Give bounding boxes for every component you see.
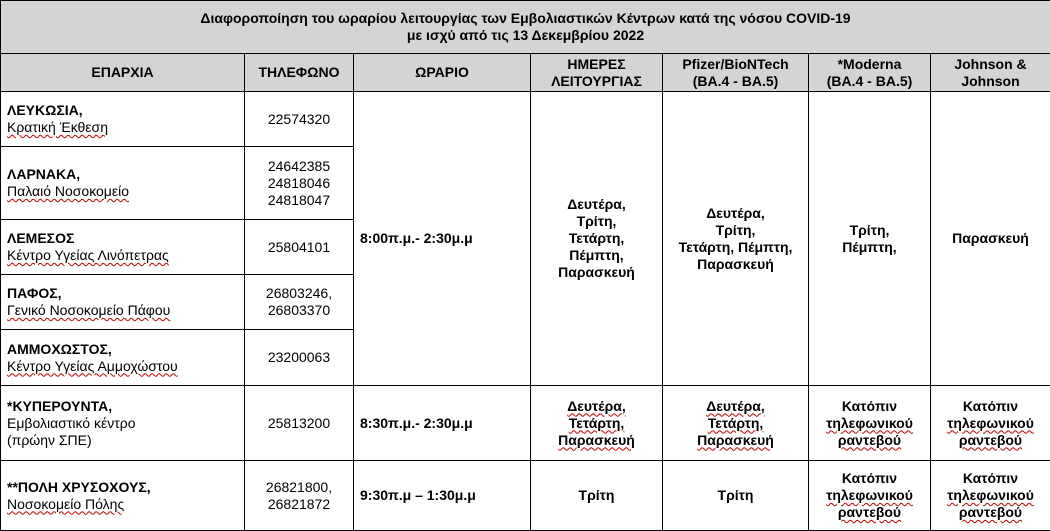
days-line: Παρασκευή: [537, 432, 656, 449]
days-line: Τετάρτη,: [537, 415, 656, 432]
header-johnson-line-1: Johnson &: [937, 56, 1044, 73]
days-line: Τρίτη,: [537, 213, 656, 230]
hours-cell-group-1: 8:00π.μ.- 2:30μ.μ: [354, 92, 531, 386]
pfizer-cell-group-1: [663, 92, 809, 386]
phone-number: 25804101: [251, 239, 347, 256]
phone-cell: [245, 220, 354, 275]
header-moderna-line-2: (BA.4 - BA.5): [815, 73, 924, 90]
province-cell: [1, 275, 245, 330]
province-sep: ,: [108, 341, 112, 357]
phone-cell: [245, 386, 354, 461]
province-sep: ,: [76, 166, 80, 182]
header-days-line-1: ΗΜΕΡΕΣ: [537, 56, 656, 73]
hours-cell-group-2: 8:30π.μ.- 2:30μ.μ: [354, 386, 531, 461]
days-cell-group-1: [531, 92, 663, 386]
days-line: Τετάρτη,: [537, 230, 656, 247]
johnson-line: ραντεβού: [937, 432, 1044, 449]
phone-number: 26803370: [251, 302, 347, 319]
province-name: ΛΕΥΚΩΣΙΑ: [7, 102, 79, 118]
pfizer-line: Τρίτη: [669, 487, 802, 504]
phone-number: 24818046: [251, 175, 347, 192]
phone-number: 25813200: [251, 415, 347, 432]
phone-number: 24642385: [251, 158, 347, 175]
johnson-cell-group-2: [931, 386, 1050, 461]
johnson-line: Κατόπιν: [937, 470, 1044, 487]
province-cell: [1, 92, 245, 147]
phone-number: 23200063: [251, 349, 347, 366]
province-location: Κρατική Έκθεση: [7, 119, 238, 136]
johnson-line: Παρασκευή: [937, 230, 1044, 247]
province-cell: [1, 220, 245, 275]
johnson-line: ραντεβού: [937, 504, 1044, 521]
header-moderna: [809, 54, 931, 92]
province-cell: [1, 330, 245, 386]
province-location: Κέντρο Υγείας Αμμοχώστου: [7, 358, 238, 375]
province-name: ΛΑΡΝΑΚΑ: [7, 166, 76, 182]
days-line: Παρασκευή: [537, 264, 656, 281]
title-line-2: με ισχύ από τις 13 Δεκεμβρίου 2022: [7, 27, 1044, 44]
pfizer-line: Τετάρτη, Πέμπτη,: [669, 239, 802, 256]
province-location: Παλαιό Νοσοκομείο: [7, 183, 238, 200]
phone-number: 22574320: [251, 111, 347, 128]
phone-number: 26821800,: [251, 479, 347, 496]
province-location: Γενικό Νοσοκομείο Πάφου: [7, 302, 238, 319]
header-johnson: [931, 54, 1050, 92]
province-cell: [1, 461, 245, 531]
pfizer-line: Παρασκευή: [669, 432, 802, 449]
phone-cell: [245, 92, 354, 147]
phone-cell: [245, 275, 354, 330]
johnson-cell-group-3: [931, 461, 1050, 531]
pfizer-cell-group-3: [663, 461, 809, 531]
days-line: Δευτέρα,: [537, 196, 656, 213]
moderna-line: ραντεβού: [815, 504, 924, 521]
header-johnson-line-2: Johnson: [937, 73, 1044, 90]
johnson-line: Κατόπιν: [937, 398, 1044, 415]
header-days: [531, 54, 663, 92]
document-title: [1, 1, 1050, 54]
header-phone: ΤΗΛΕΦΩΝΟ: [245, 54, 354, 92]
pfizer-line: Δευτέρα,: [669, 398, 802, 415]
days-line: Τρίτη: [537, 487, 656, 504]
johnson-line: τηλεφωνικού: [937, 415, 1044, 432]
header-pfizer-line-2: (BA.4 - BA.5): [669, 73, 802, 90]
pfizer-cell-group-2: [663, 386, 809, 461]
province-name: *ΚΥΠΕΡΟΥΝΤΑ: [7, 398, 108, 414]
province-name: ΠΑΦΟΣ: [7, 285, 58, 301]
province-sep: ,: [58, 285, 62, 301]
province-name: ΑΜΜΟΧΩΣΤΟΣ: [7, 341, 108, 357]
province-sep: ,: [79, 102, 83, 118]
header-row: [1, 54, 1050, 92]
table-row: [1, 461, 1050, 531]
table-row: [1, 92, 1050, 147]
province-sep: ,: [147, 479, 151, 495]
phone-cell: [245, 147, 354, 220]
days-line: Πέμπτη,: [537, 247, 656, 264]
moderna-line: ραντεβού: [815, 432, 924, 449]
title-row: [1, 1, 1050, 54]
header-days-line-2: ΛΕΙΤΟΥΡΓΙΑΣ: [537, 73, 656, 90]
moderna-cell-group-2: [809, 386, 931, 461]
province-location: Εμβολιαστικό κέντρο: [7, 415, 238, 432]
moderna-line: Κατόπιν: [815, 398, 924, 415]
moderna-cell-group-3: [809, 461, 931, 531]
moderna-line: τηλεφωνικού: [815, 487, 924, 504]
province-name: **ΠΟΛΗ ΧΡΥΣΟΧΟΥΣ: [7, 479, 147, 495]
moderna-cell-group-1: [809, 92, 931, 386]
province-location: Κέντρο Υγείας Λινόπετρας: [7, 247, 238, 264]
johnson-line: τηλεφωνικού: [937, 487, 1044, 504]
johnson-cell-group-1: [931, 92, 1050, 386]
phone-number: 24818047: [251, 192, 347, 209]
table-row: [1, 386, 1050, 461]
moderna-line: Τρίτη,: [815, 222, 924, 239]
moderna-line: Κατόπιν: [815, 470, 924, 487]
header-pfizer-line-1: Pfizer/BioNTech: [669, 56, 802, 73]
moderna-line: Πέμπτη,: [815, 239, 924, 256]
days-line: Δευτέρα,: [537, 398, 656, 415]
province-name: ΛΕΜΕΣΟΣ: [7, 230, 74, 246]
pfizer-line: Τετάρτη,: [669, 415, 802, 432]
phone-number: 26803246,: [251, 285, 347, 302]
header-province: ΕΠΑΡΧΙΑ: [1, 54, 245, 92]
pfizer-line: Παρασκευή: [669, 256, 802, 273]
phone-cell: [245, 461, 354, 531]
pfizer-line: Τρίτη,: [669, 222, 802, 239]
days-cell-group-3: [531, 461, 663, 531]
header-moderna-line-1: *Moderna: [815, 56, 924, 73]
province-sep: ,: [108, 398, 112, 414]
province-location-note: (πρώην ΣΠΕ): [7, 432, 238, 449]
pfizer-line: Δευτέρα,: [669, 205, 802, 222]
province-cell: [1, 386, 245, 461]
header-pfizer: [663, 54, 809, 92]
hours-cell-group-3: 9:30π.μ – 1:30μ.μ: [354, 461, 531, 531]
moderna-line: τηλεφωνικού: [815, 415, 924, 432]
title-line-1: Διαφοροποίηση του ωραρίου λειτουργίας των Εμβολιαστικών Κέντρων κατά της νόσου COVID-19: [7, 10, 1044, 27]
phone-cell: [245, 330, 354, 386]
days-cell-group-2: [531, 386, 663, 461]
province-location: Νοσοκομείο Πόλης: [7, 496, 238, 513]
phone-number: 26821872: [251, 496, 347, 513]
province-cell: [1, 147, 245, 220]
header-hours: ΩΡΑΡΙΟ: [354, 54, 531, 92]
